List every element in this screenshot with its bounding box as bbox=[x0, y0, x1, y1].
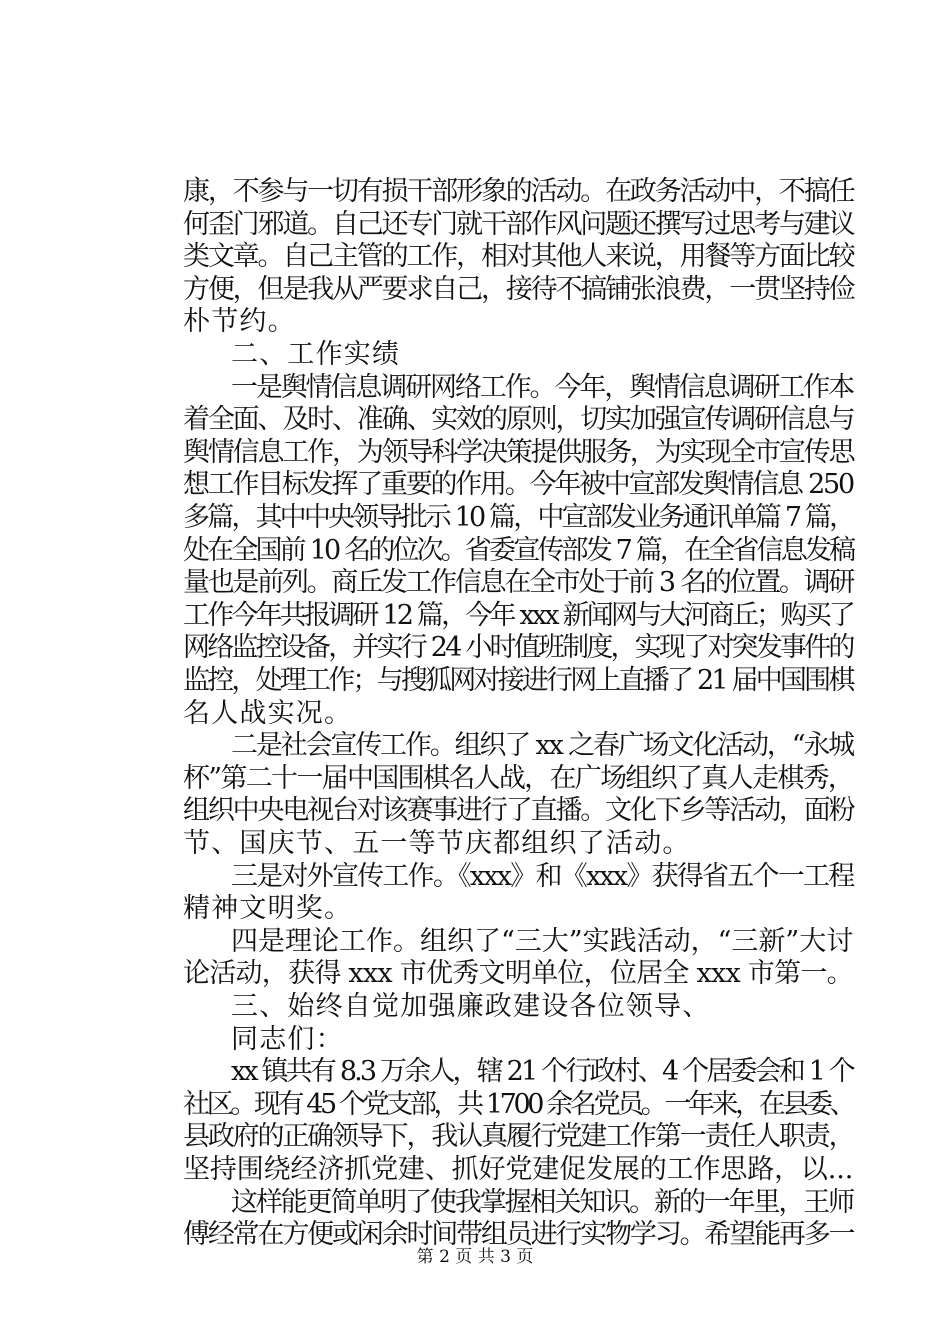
text-line: 类文章。自己主管的工作，相对其他人来说，用餐等方面比较 bbox=[183, 241, 854, 272]
text-line: 处在全国前 10 名的位次。省委宣传部发 7 篇，在全省信息发稿 bbox=[183, 535, 854, 566]
text-line: 方便，但是我从严要求自己，接待不搞铺张浪费，一贯坚持俭 bbox=[183, 274, 854, 305]
text-line: 多篇，其中中央领导批示 10 篇，中宣部发业务通讯单篇 7 篇， bbox=[183, 502, 854, 533]
text-line: 朴节约。 bbox=[183, 306, 296, 337]
text-line: 组织中央电视台对该赛事进行了直播。文化下乡等活动，面粉 bbox=[183, 795, 854, 826]
section-heading: 三、始终自觉加强廉政建设各位领导、 bbox=[231, 991, 711, 1022]
text-line: 四是理论工作。组织了“三大”实践活动，“三新”大讨 bbox=[231, 926, 854, 957]
text-line: 傅经常在方便或闲余时间带组员进行实物学习。希望能再多一 bbox=[183, 1219, 854, 1250]
text-line: 论活动，获得 xxx 市优秀文明单位，位居全 xxx 市第一。 bbox=[183, 958, 853, 989]
text-line: 监控，处理工作；与搜狐网对接进行网上直播了 21 届中国围棋 bbox=[183, 665, 853, 696]
text-line: 着全面、及时、准确、实效的原则，切实加强宣传调研信息与 bbox=[183, 404, 854, 435]
text-line: 三是对外宣传工作。《xxx》和《xxx》获得省五个一工程 bbox=[231, 861, 854, 892]
text-line: 量也是前列。商丘发工作信息在全市处于前 3 名的位置。调研 bbox=[183, 567, 854, 598]
text-line: 二是社会宣传工作。组织了 xx 之春广场文化活动，“永城 bbox=[231, 730, 854, 761]
section-heading: 二、工作实绩 bbox=[231, 339, 401, 370]
text-line: 工作今年共报调研 12 篇，今年 xxx 新闻网与大河商丘；购买了 bbox=[183, 600, 853, 631]
page-footer: 第 2 页 共 3 页 bbox=[416, 1247, 534, 1267]
text-line: 县政府的正确领导下，我认真履行党建工作第一责任人职责， bbox=[183, 1121, 854, 1152]
text-line: 同志们： bbox=[231, 1024, 344, 1055]
text-line: 杯”第二十一届中国围棋名人战，在广场组织了真人走棋秀， bbox=[183, 763, 854, 794]
text-line: 这样能更简单明了使我掌握相关知识。新的一年里，王师 bbox=[231, 1187, 853, 1218]
text-line: 精神文明奖。 bbox=[183, 893, 353, 924]
text-line: 坚持围绕经济抓党建、抓好党建促发展的工作思路，以... bbox=[183, 1154, 854, 1185]
text-line: 何歪门邪道。自己还专门就干部作风问题还撰写过思考与建议 bbox=[183, 209, 854, 240]
text-line: 节、国庆节、五一等节庆都组织了活动。 bbox=[183, 828, 691, 859]
text-line: 社区。现有 45 个党支部，共 1700 余名党员。一年来，在县委、 bbox=[183, 1089, 854, 1120]
text-line: xx 镇共有 8.3 万余人，辖 21 个行政村、4 个居委会和 1 个 bbox=[231, 1056, 853, 1087]
text-line: 名人战实况。 bbox=[183, 698, 353, 729]
text-line: 网络监控设备，并实行 24 小时值班制度，实现了对突发事件的 bbox=[183, 632, 853, 663]
text-line: 舆情信息工作，为领导科学决策提供服务，为实现全市宣传思 bbox=[183, 437, 854, 468]
text-line: 想工作目标发挥了重要的作用。今年被中宣部发舆情信息 250 bbox=[183, 469, 853, 500]
text-line: 一是舆情信息调研网络工作。今年，舆情信息调研工作本 bbox=[231, 372, 853, 403]
text-line: 康，不参与一切有损干部形象的活动。在政务活动中，不搞任 bbox=[183, 176, 854, 207]
